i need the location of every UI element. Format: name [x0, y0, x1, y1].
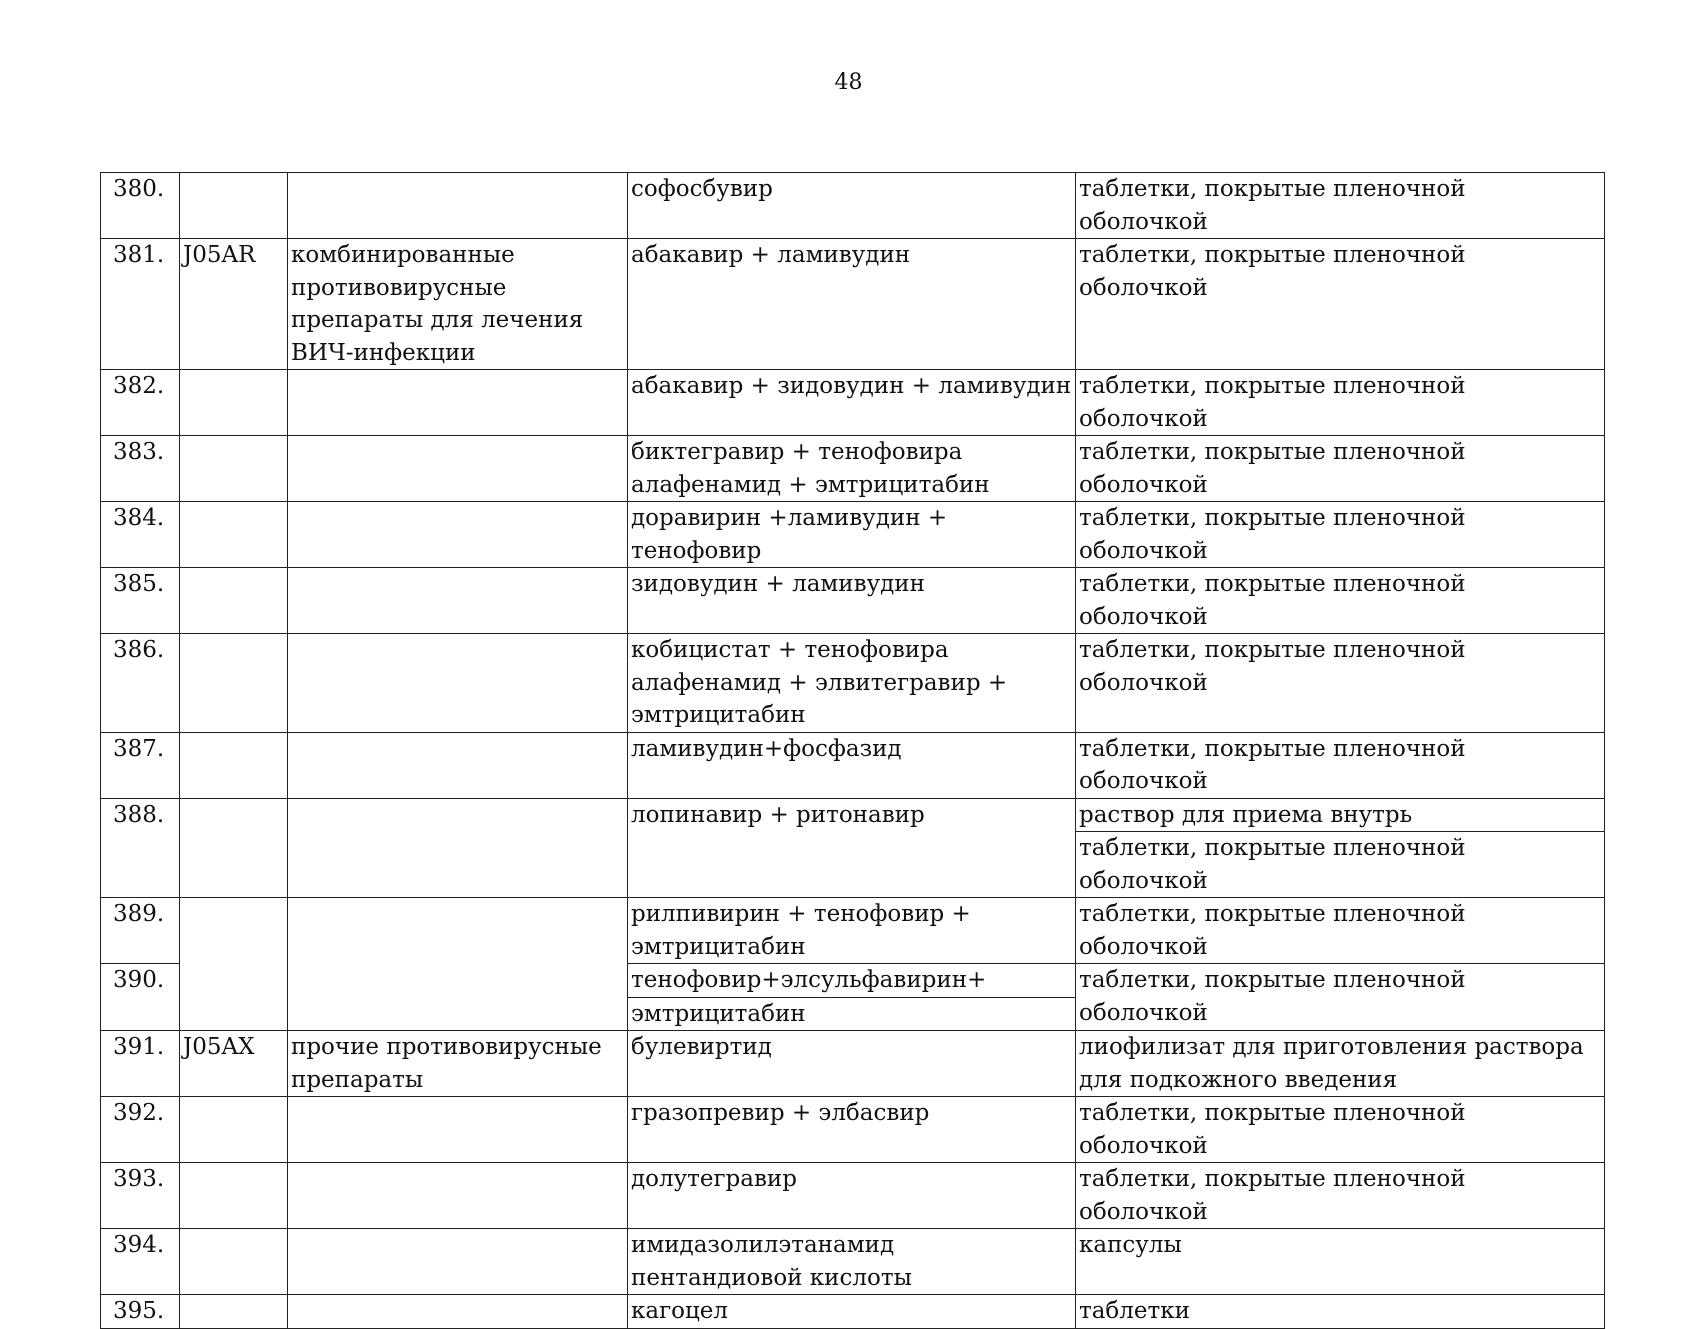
- drug-name: ламивудин+фосфазид: [628, 732, 1076, 798]
- row-number: 389.: [101, 898, 180, 964]
- group-cell: [288, 1229, 628, 1295]
- table-row: [101, 568, 1605, 634]
- drug-name: рилпивирин + тенофовир + эмтрицитабин: [628, 898, 1076, 964]
- drug-name: имидазолилэтанамид пентандиовой кислоты: [628, 1229, 1076, 1295]
- group-name: прочие противовирусные препараты: [288, 1031, 628, 1097]
- row-number: 384.: [101, 502, 180, 568]
- table-row: [101, 634, 1605, 733]
- table-row: [101, 173, 1605, 239]
- atc-code: J05AX: [180, 1031, 288, 1097]
- table-row: [101, 1031, 1605, 1097]
- dosage-form: таблетки, покрытые пленочной оболочкой: [1076, 502, 1605, 568]
- atc-code-cell: [180, 1163, 288, 1229]
- page-number: 48: [834, 70, 863, 95]
- drug-name: зидовудин + ламивудин: [628, 568, 1076, 634]
- dosage-form: таблетки, покрытые пленочной оболочкой: [1076, 1097, 1605, 1163]
- drug-name: лопинавир + ритонавир: [628, 798, 1076, 898]
- atc-code-cell: [180, 568, 288, 634]
- dosage-form: таблетки, покрытые пленочной оболочкой: [1076, 436, 1605, 502]
- row-number: 382.: [101, 370, 180, 436]
- atc-code-cell: [180, 502, 288, 568]
- dosage-form: таблетки, покрытые пленочной оболочкой: [1076, 239, 1605, 370]
- dosage-form: таблетки, покрытые пленочной оболочкой: [1076, 832, 1605, 898]
- row-number: 381.: [101, 239, 180, 370]
- drug-name: абакавир + зидовудин + ламивудин: [628, 370, 1076, 436]
- group-cell: [288, 502, 628, 568]
- dosage-form: таблетки, покрытые пленочной оболочкой: [1076, 370, 1605, 436]
- table-row: [101, 1229, 1605, 1295]
- dosage-form: таблетки, покрытые пленочной оболочкой: [1076, 1163, 1605, 1229]
- row-number: 391.: [101, 1031, 180, 1097]
- row-number: 386.: [101, 634, 180, 733]
- table-row: [101, 370, 1605, 436]
- dosage-form: таблетки, покрытые пленочной оболочкой: [1076, 898, 1605, 964]
- group-cell: [288, 1163, 628, 1229]
- group-cell: [288, 370, 628, 436]
- group-cell: [288, 798, 628, 898]
- atc-code-cell: [180, 173, 288, 239]
- drug-name: долутегравир: [628, 1163, 1076, 1229]
- dosage-form: капсулы: [1076, 1229, 1605, 1295]
- dosage-form: таблетки, покрытые пленочной оболочкой: [1076, 634, 1605, 733]
- row-number: 388.: [101, 798, 180, 898]
- group-name: комбинированные противовирусные препараты для лечения ВИЧ-инфекции: [288, 239, 628, 370]
- dosage-form: раствор для приема внутрь: [1076, 798, 1605, 832]
- table-row: [101, 1097, 1605, 1163]
- table-row: [101, 239, 1605, 370]
- atc-code-cell: [180, 436, 288, 502]
- atc-code-cell: [180, 798, 288, 898]
- group-cell: [288, 732, 628, 798]
- drug-name: тенофовир+элсульфавирин+: [628, 964, 1076, 998]
- row-number: 387.: [101, 732, 180, 798]
- drug-name: доравирин +ламивудин + тенофовир: [628, 502, 1076, 568]
- row-number: 394.: [101, 1229, 180, 1295]
- atc-code-cell: [180, 732, 288, 798]
- dosage-form: таблетки, покрытые пленочной оболочкой: [1076, 173, 1605, 239]
- table-row: [101, 436, 1605, 502]
- table-row: [101, 898, 1605, 964]
- group-cell: [288, 1295, 628, 1329]
- atc-code-cell: [180, 1295, 288, 1329]
- drug-name: булевиртид: [628, 1031, 1076, 1097]
- dosage-form: таблетки, покрытые пленочной оболочкой: [1076, 732, 1605, 798]
- dosage-form: таблетки, покрытые пленочной оболочкой: [1076, 568, 1605, 634]
- dosage-form: лиофилизат для приготовления раствора для подкожного введения: [1076, 1031, 1605, 1097]
- dosage-form: таблетки: [1076, 1295, 1605, 1329]
- group-cell: [288, 568, 628, 634]
- drug-name: софосбувир: [628, 173, 1076, 239]
- group-cell: [288, 173, 628, 239]
- row-number: 392.: [101, 1097, 180, 1163]
- drug-name: кагоцел: [628, 1295, 1076, 1329]
- group-cell: [288, 1097, 628, 1163]
- table-row: [101, 798, 1605, 832]
- atc-code-cell: [180, 898, 288, 1031]
- row-number: 395.: [101, 1295, 180, 1329]
- table-row: [101, 732, 1605, 798]
- row-number: 385.: [101, 568, 180, 634]
- group-cell: [288, 634, 628, 733]
- row-number: 390.: [101, 964, 180, 1031]
- drug-name: абакавир + ламивудин: [628, 239, 1076, 370]
- row-number: 393.: [101, 1163, 180, 1229]
- atc-code-cell: [180, 634, 288, 733]
- group-cell: [288, 898, 628, 1031]
- atc-code: J05AR: [180, 239, 288, 370]
- drug-name: гразопревир + элбасвир: [628, 1097, 1076, 1163]
- drug-name: эмтрицитабин: [628, 997, 1076, 1031]
- atc-code-cell: [180, 1097, 288, 1163]
- atc-code-cell: [180, 1229, 288, 1295]
- dosage-form: таблетки, покрытые пленочной оболочкой: [1076, 964, 1605, 1031]
- table-row: [101, 1295, 1605, 1329]
- row-number: 380.: [101, 173, 180, 239]
- drug-name: кобицистат + тенофовира алафенамид + элвитегравир + эмтрицитабин: [628, 634, 1076, 733]
- table-row: [101, 1163, 1605, 1229]
- atc-code-cell: [180, 370, 288, 436]
- drug-name: биктегравир + тенофовира алафенамид + эмтрицитабин: [628, 436, 1076, 502]
- medicines-table: [100, 172, 1605, 1329]
- row-number: 383.: [101, 436, 180, 502]
- group-cell: [288, 436, 628, 502]
- table-row: [101, 502, 1605, 568]
